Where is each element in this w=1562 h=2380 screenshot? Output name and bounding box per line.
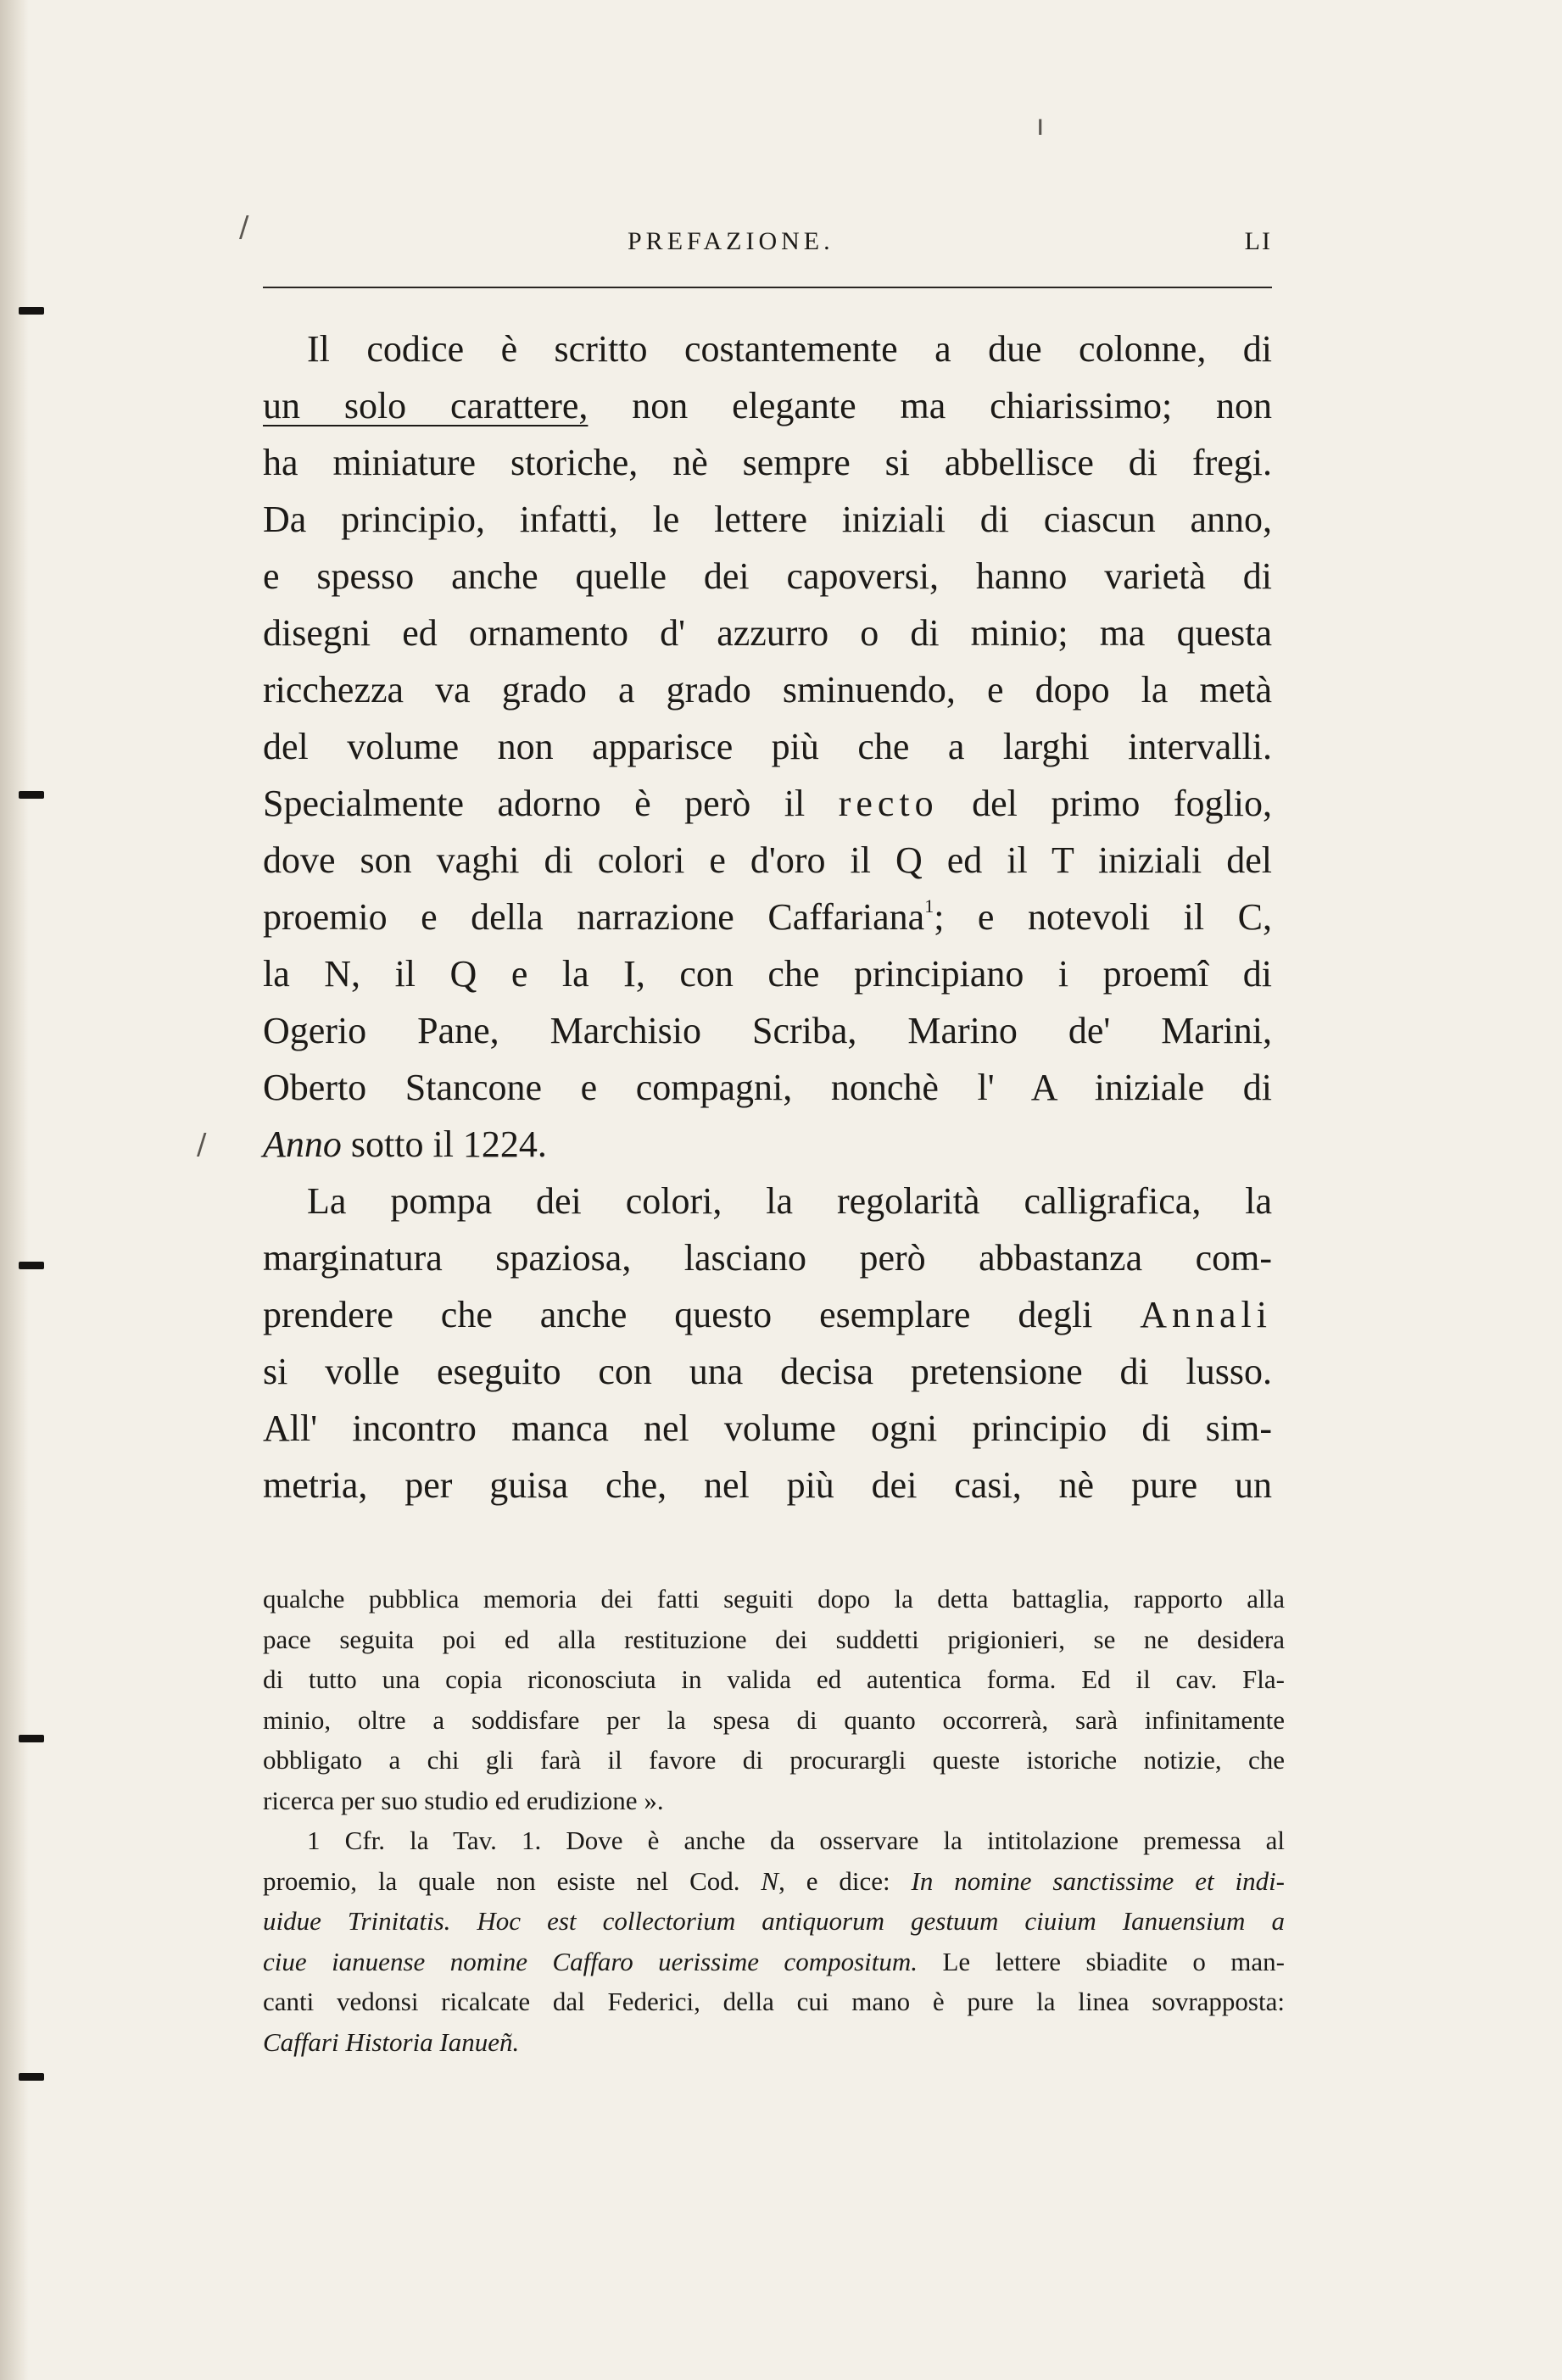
text-fragment: ; e notevoli il C,	[934, 896, 1272, 938]
text-line	[263, 1286, 1272, 1343]
text-line: la N, il Q e la I, con che principiano i proemî di	[263, 953, 1272, 995]
text-line: ricchezza va grado a grado sminuendo, e dopo la metà	[263, 669, 1272, 711]
pencil-underlined-phrase: un solo carattere,	[263, 385, 589, 426]
footnote-line: canti vedonsi ricalcate dal Federici, della cui mano è pure la linea sovrapposta:	[263, 1987, 1285, 2016]
text-line: Ogerio Pane, Marchisio Scriba, Marino de' Marini,	[263, 1010, 1272, 1051]
text-fragment: proemio, la quale non esiste nel Cod.	[263, 1865, 740, 1896]
footnote-line: ricerca per suo studio ed erudizione ».	[263, 1785, 664, 1815]
footnote-line: 1 Cfr. la Tav. 1. Dove è anche da osservare la intitolazione premessa al	[307, 1825, 1285, 1855]
italic-fragment: ciue ianuense nomine Caffaro uerissime compositum.	[263, 1946, 918, 1976]
text-line: del volume non apparisce più che a larghi intervalli.	[263, 726, 1272, 767]
text-line: dove son vaghi di colori e d'oro il Q ed il T iniziali del	[263, 839, 1272, 881]
text-line: All' incontro manca nel volume ogni principio di sim-	[263, 1407, 1272, 1449]
text-line: Oberto Stancone e compagni, nonchè l' A iniziale di	[263, 1067, 1272, 1108]
text-fragment: Specialmente adorno è però il	[263, 783, 806, 824]
italic-fragment: uidue Trinitatis. Hoc est collectorium antiquorum gestuum ciuium Ianuensium a	[263, 1906, 1285, 1936]
text-line: Da principio, infatti, le lettere iniziali di ciascun anno,	[263, 499, 1272, 540]
text-line: Il codice è scritto costantemente a due colonne, di	[307, 328, 1272, 370]
footnote-line	[263, 1861, 1285, 1902]
running-head	[263, 227, 1272, 268]
footnote-line: obbligato a chi gli farà il favore di procurargli queste istoriche notizie, che	[263, 1745, 1285, 1775]
footnote-line: qualche pubblica memoria dei fatti seguiti dopo la detta battaglia, rapporto alla	[263, 1584, 1285, 1614]
text-fragment: non elegante ma chiarissimo; non	[632, 385, 1273, 426]
footnote-ref-1: 1	[924, 895, 934, 917]
footnotes	[263, 1579, 1285, 2062]
pencil-mark: /	[197, 1128, 207, 1162]
text-fragment: proemio e della narrazione Caffariana	[263, 896, 925, 938]
italic-fragment: Caffari Historia Ianueñ.	[263, 2026, 520, 2057]
text-fragment: del primo foglio,	[972, 783, 1272, 824]
text-line	[263, 1116, 1272, 1173]
pencil-mark: ı	[1036, 109, 1045, 142]
footnote-line	[263, 2022, 1285, 2063]
footnote-line	[263, 1942, 1285, 1982]
italic-word-anno: Anno	[263, 1123, 342, 1165]
text-line: La pompa dei colori, la regolarità calligrafica, la	[307, 1180, 1272, 1222]
text-fragment: prendere che anche questo esemplare degli	[263, 1294, 1093, 1335]
footnote-line: di tutto una copia riconosciuta in valida ed autentica forma. Ed il cav. Fla-	[263, 1664, 1285, 1694]
footnote-line	[263, 1901, 1285, 1942]
header-rule	[263, 287, 1272, 288]
binding-stitch-mark	[19, 1262, 44, 1269]
binding-stitch-mark	[19, 791, 44, 799]
italic-fragment: N	[761, 1865, 779, 1896]
binding-stitch-mark	[19, 2073, 44, 2081]
text-fragment: , e dice:	[778, 1865, 890, 1896]
footnote-line: minio, oltre a soddisfare per la spesa di quanto occorrerà, sarà infinitamente	[263, 1704, 1285, 1735]
pencil-mark: /	[239, 210, 249, 244]
text-fragment: sotto il 1224.	[350, 1123, 547, 1165]
text-line: disegni ed ornamento d' azzurro o di minio; ma questa	[263, 612, 1272, 654]
italic-fragment: In nomine sanctissime et indi-	[911, 1865, 1286, 1896]
page-edge-shadow	[0, 0, 29, 2380]
text-line: si volle eseguito con una decisa pretensione di lusso.	[263, 1351, 1272, 1392]
footnote-line: pace seguita poi ed alla restituzione dei suddetti prigionieri, se ne desidera	[263, 1624, 1285, 1654]
binding-stitch-mark	[19, 1735, 44, 1742]
binding-stitch-mark	[19, 307, 44, 315]
text-line	[263, 775, 1272, 832]
text-line: metria, per guisa che, nel più dei casi, nè pure un	[263, 1464, 1272, 1506]
text-line: e spesso anche quelle dei capoversi, hanno varietà di	[263, 555, 1272, 597]
spaced-word-annali: Annali	[1140, 1294, 1272, 1335]
text-line	[263, 377, 1272, 434]
text-line: marginatura spaziosa, lasciano però abbastanza com-	[263, 1237, 1272, 1279]
text-line: ha miniature storiche, nè sempre si abbellisce di fregi.	[263, 442, 1272, 483]
body-text	[263, 320, 1272, 1513]
running-title: PREFAZIONE.	[628, 227, 834, 255]
page-number: LI	[1244, 227, 1272, 255]
spaced-word-recto: recto	[838, 783, 939, 824]
text-fragment: Le lettere sbiadite o man-	[942, 1946, 1285, 1976]
text-line	[263, 889, 1272, 945]
